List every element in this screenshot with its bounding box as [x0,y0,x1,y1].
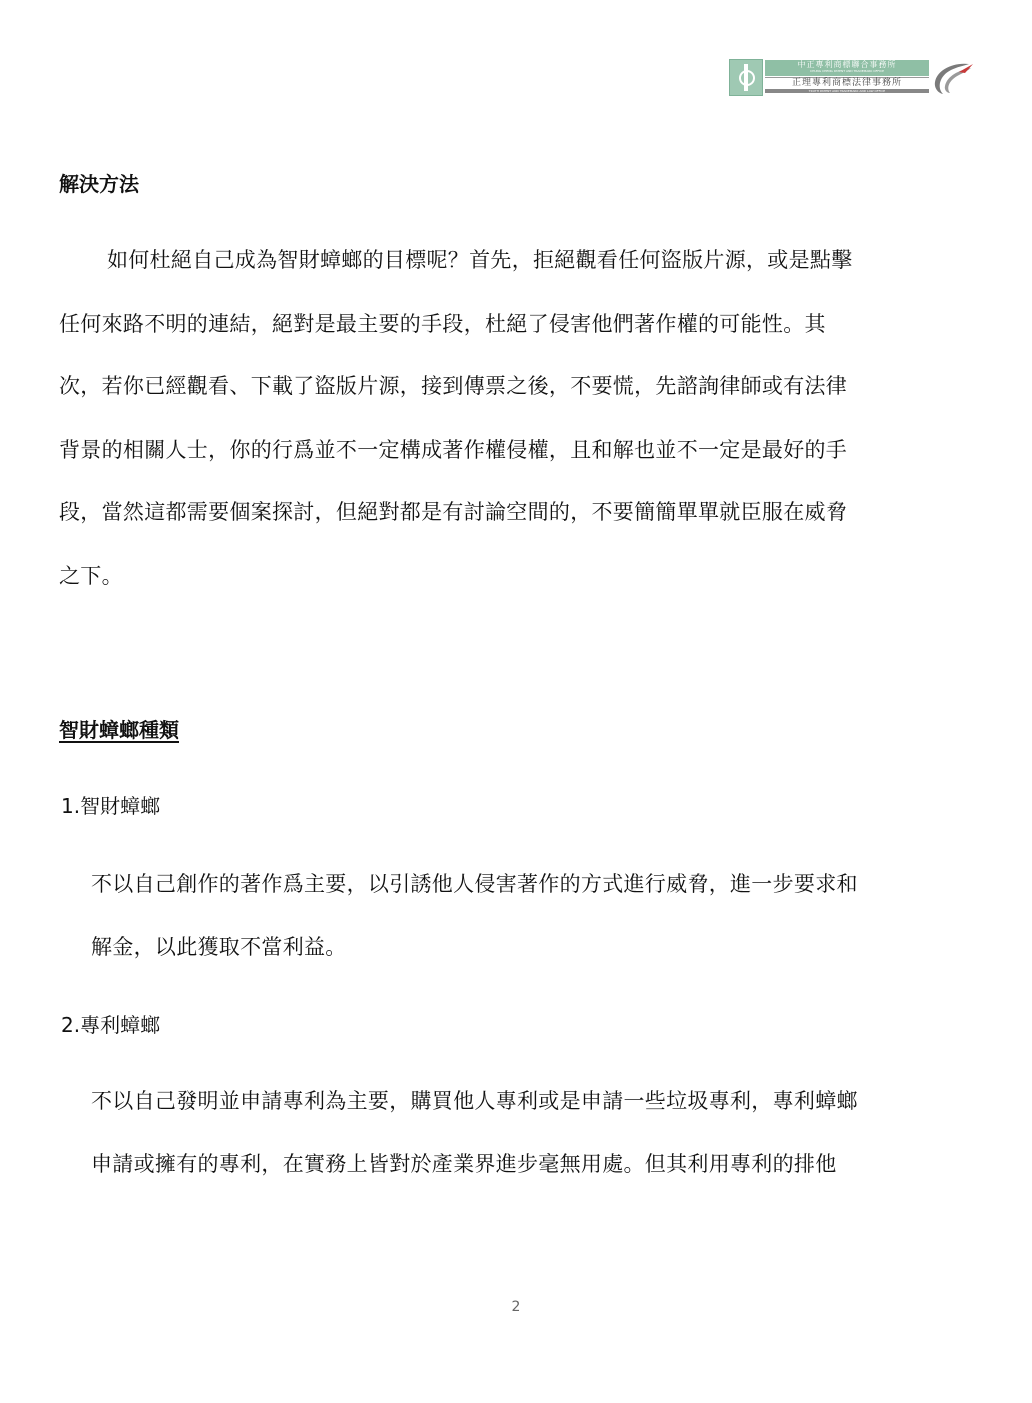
firm-logo [729,58,974,98]
page-number: 2 [511,1299,521,1315]
paragraph-line: 不以自己發明並申請專利為主要，購買他人專利或是申請一些垃圾專利，專利蟑螂 [91,1089,858,1113]
logo-mark-icon [729,59,763,96]
logo-line2-en: TRUTH PATENT AND TRADEMARK AND LAW OFFICE [765,89,929,93]
section-heading-types: 智財蟑螂種類 [59,718,179,742]
logo-swoosh-icon [929,58,974,96]
section-heading-solutions: 解決方法 [59,172,139,196]
paragraph-line: 背景的相關人士，你的行爲並不一定構成著作權侵權，且和解也並不一定是最好的手 [59,438,848,462]
list-item-label: 2.專利蟑螂 [61,1013,161,1037]
paragraph-line: 段，當然這都需要個案探討，但絕對都是有討論空間的，不要簡簡單單就臣服在威脅 [59,500,848,524]
paragraph-line: 次，若你已經觀看、下載了盜版片源，接到傳票之後，不要慌，先諮詢律師或有法律 [59,374,848,398]
paragraph-line: 之下。 [59,564,123,588]
paragraph-line: 申請或擁有的專利，在實務上皆對於產業界進步毫無用處。但其利用專利的排他 [91,1152,837,1176]
paragraph-line: 解金，以此獲取不當利益。 [91,935,347,959]
logo-line1: 中正專利商標聯合事務所 [797,60,897,69]
list-item-label: 1.智財蟑螂 [61,794,161,818]
logo-line1-en: CHUNG CHENG PATENT AND TRADEMARK OFFICE [810,69,884,73]
paragraph-line: 任何來路不明的連結，絕對是最主要的手段，杜絕了侵害他們著作權的可能性。其 [59,312,826,336]
logo-line2: 正理專利商標法律事務所 [791,78,902,88]
paragraph-line: 不以自己創作的著作爲主要，以引誘他人侵害著作的方式進行威脅，進一步要求和 [91,872,858,896]
paragraph-line: 如何杜絕自己成為智財蟑螂的目標呢？首先，拒絕觀看任何盜版片源，或是點擊 [107,248,853,272]
